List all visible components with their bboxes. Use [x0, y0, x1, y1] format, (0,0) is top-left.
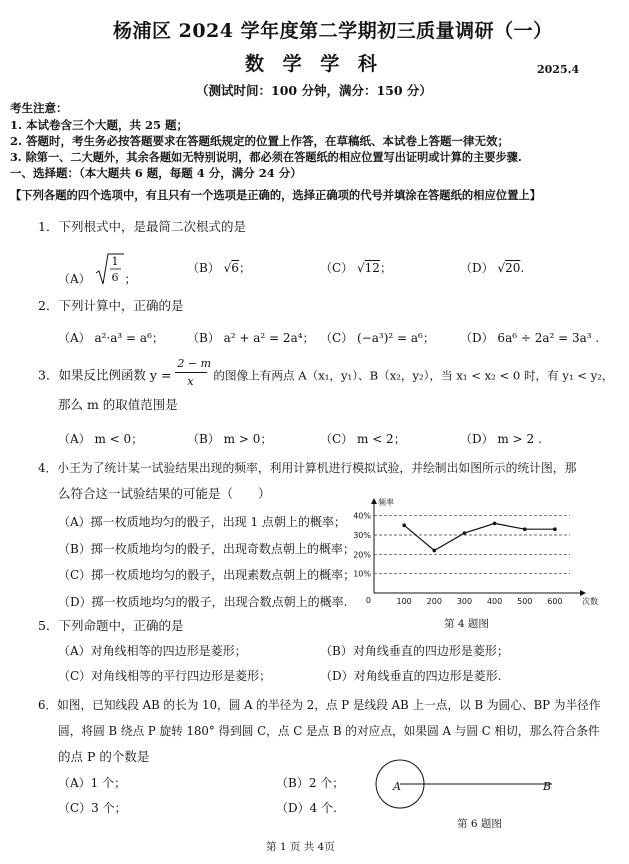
q6-option-a[interactable]: （A）1 个；: [58, 776, 127, 790]
q4-option-a[interactable]: （A）掷一枚质地均匀的骰子，出现 1 点朝上的概率；: [58, 515, 346, 529]
y-tick-label: 30%: [353, 531, 371, 540]
frequency-series-line: [404, 523, 555, 550]
y-axis-arrow-icon: [371, 498, 377, 504]
q3-fraction-numerator: 2 − m: [177, 357, 212, 370]
q2-option-c[interactable]: （C） (−a³)² = a⁶；: [320, 331, 435, 345]
q1-c-radicand: 12: [364, 261, 380, 275]
q6-stem-2: 圆，将圆 B 绕点 P 旋转 180° 得到圆 C，点 C 是点 B 的对应点，如果圆 A 与圆 C 相切，那么符合条件: [58, 724, 600, 738]
q5-option-c[interactable]: （C）对角线相等的平行四边形是菱形；: [58, 669, 272, 683]
q5-option-a[interactable]: （A）对角线相等的四边形是菱形；: [58, 644, 247, 658]
q3-fraction-denominator: x: [187, 375, 194, 388]
q1-stem: 1．下列根式中，是最简二次根式的是: [38, 219, 246, 234]
q3-option-b[interactable]: （B） m > 0；: [187, 432, 273, 446]
q3-option-d[interactable]: （D） m > 2 .: [460, 432, 542, 446]
q6-option-b[interactable]: （B）2 个；: [276, 776, 345, 790]
x-tick-label: 200: [426, 597, 442, 606]
data-point: [523, 527, 527, 531]
q2-option-b[interactable]: （B） a² + a² = 2a⁴；: [187, 331, 315, 345]
section1-heading: 一、选择题：（本大题共 6 题，每题 4 分，满分 24 分）: [10, 166, 302, 180]
x-tick-label: 600: [547, 597, 563, 606]
q5-option-d[interactable]: （D）对角线垂直的四边形是菱形.: [320, 669, 502, 683]
x-tick-label: 300: [456, 597, 473, 606]
q4-stem: 4．小王为了统计某一试验结果出现的频率，利用计算机进行模拟试验，并绘制出如图所示的统计图，那: [38, 461, 577, 475]
q6-stem: 6．如图，已知线段 AB 的长为 10，圆 A 的半径为 2，点 P 是线段 AB 上一点，以 B 为圆心、BP 为半径作: [38, 698, 601, 712]
data-point: [553, 527, 557, 531]
q3-option-c[interactable]: （C） m < 2；: [320, 432, 406, 446]
page-number: 第 1 页 共 4页: [266, 841, 335, 853]
q4-stem-2: 么符合这一试验结果的可能是（ ）: [58, 486, 271, 501]
exam-date: 2025.4: [537, 63, 580, 76]
frequency-line-chart: [340, 498, 600, 610]
q2-stem: 2．下列计算中，正确的是: [38, 298, 184, 313]
q1-option-b[interactable]: （B） √6；: [187, 261, 251, 275]
q5-stem: 5．下列命题中，正确的是: [38, 618, 184, 633]
q6-option-d[interactable]: （D）4 个.: [276, 801, 337, 815]
x-axis-label: 次数: [582, 597, 598, 606]
point-label-a: A: [393, 780, 401, 793]
q4-figure-caption: 第 4 题图: [444, 618, 489, 630]
q1-a-numerator: 1: [111, 255, 119, 268]
q3-option-a[interactable]: （A） m < 0；: [58, 432, 144, 446]
data-point: [463, 531, 467, 535]
q6-option-c[interactable]: （C）3 个；: [58, 801, 127, 815]
note-item-3: 3. 除第一、二大题外，其余各题如无特别说明，都必须在答题纸的相应位置写出证明或计算的主要步骤.: [10, 150, 522, 164]
q1-a-denominator: 6: [111, 271, 119, 284]
q1-d-radicand: 20: [505, 261, 521, 275]
q1-option-a[interactable]: （A） 1 6 ；: [58, 255, 137, 286]
q1-option-c[interactable]: （C） √12；: [320, 261, 392, 275]
point-label-b: B: [543, 780, 552, 793]
note-item-2: 2. 答题时，考生务必按答题要求在答题纸规定的位置上作答，在草稿纸、本试卷上答题一律无效；: [10, 134, 510, 148]
q2-option-d[interactable]: （D） 6a⁶ ÷ 2a² = 3a³ .: [460, 331, 600, 345]
q3-fraction-bar: [175, 372, 207, 373]
q3-stem-2: 那么 m 的取值范围是: [58, 397, 178, 412]
q2-option-a[interactable]: （A） a²·a³ = a⁶；: [58, 331, 164, 345]
origin-label: 0: [365, 596, 371, 605]
q4-option-c[interactable]: （C）掷一枚质地均匀的骰子，出现素数点朝上的概率；: [58, 568, 356, 582]
section1-instruction: 【下列各题的四个选项中，有且只有一个选项是正确的，选择正确项的代号并填涂在答题纸的相应位置上】: [10, 188, 541, 202]
q6-figure-caption: 第 6 题图: [457, 818, 502, 830]
data-point: [433, 549, 437, 553]
y-axis-label: 频率: [378, 498, 394, 507]
y-tick-label: 40%: [353, 511, 371, 521]
radical-sign-icon: [95, 253, 125, 287]
x-tick-label: 400: [486, 597, 503, 606]
note-item-1: 1. 本试卷含三个大题，共 25 题；: [10, 118, 189, 132]
subject-title: 数 学 学 科: [245, 53, 383, 75]
notes-heading: 考生注意：: [10, 101, 68, 115]
time-info: （测试时间：100 分钟，满分：150 分）: [196, 83, 432, 98]
q5-option-b[interactable]: （B）对角线垂直的四边形是菱形；: [320, 644, 509, 658]
x-tick-label: 100: [396, 597, 412, 606]
y-tick-label: 20%: [353, 550, 371, 560]
y-tick-label: 10%: [353, 569, 371, 579]
data-point: [493, 522, 497, 526]
q4-option-b[interactable]: （B）掷一枚质地均匀的骰子，出现奇数点朝上的概率；: [58, 542, 355, 556]
q4-option-d[interactable]: （D）掷一枚质地均匀的骰子，出现合数点朝上的概率.: [58, 595, 348, 609]
x-tick-label: 500: [517, 597, 533, 606]
exam-title: 杨浦区 2024 学年度第二学期初三质量调研（一）: [113, 20, 553, 42]
q1-b-radicand: 6: [231, 261, 239, 275]
q6-stem-3: 的点 P 的个数是: [58, 749, 150, 764]
q3-stem: 3．如果反比例函数 y = $\frac{2 - m}{x}$ 的图像上有两点 A（x₁，y₁）、B（x₂，y₂），当 x₁ < x₂ < 0 时，有 y₁ < y₂，: [38, 357, 614, 388]
x-axis-arrow-icon: [580, 590, 586, 596]
data-point: [402, 524, 406, 528]
q1-option-d[interactable]: （D） √20.: [460, 261, 525, 275]
